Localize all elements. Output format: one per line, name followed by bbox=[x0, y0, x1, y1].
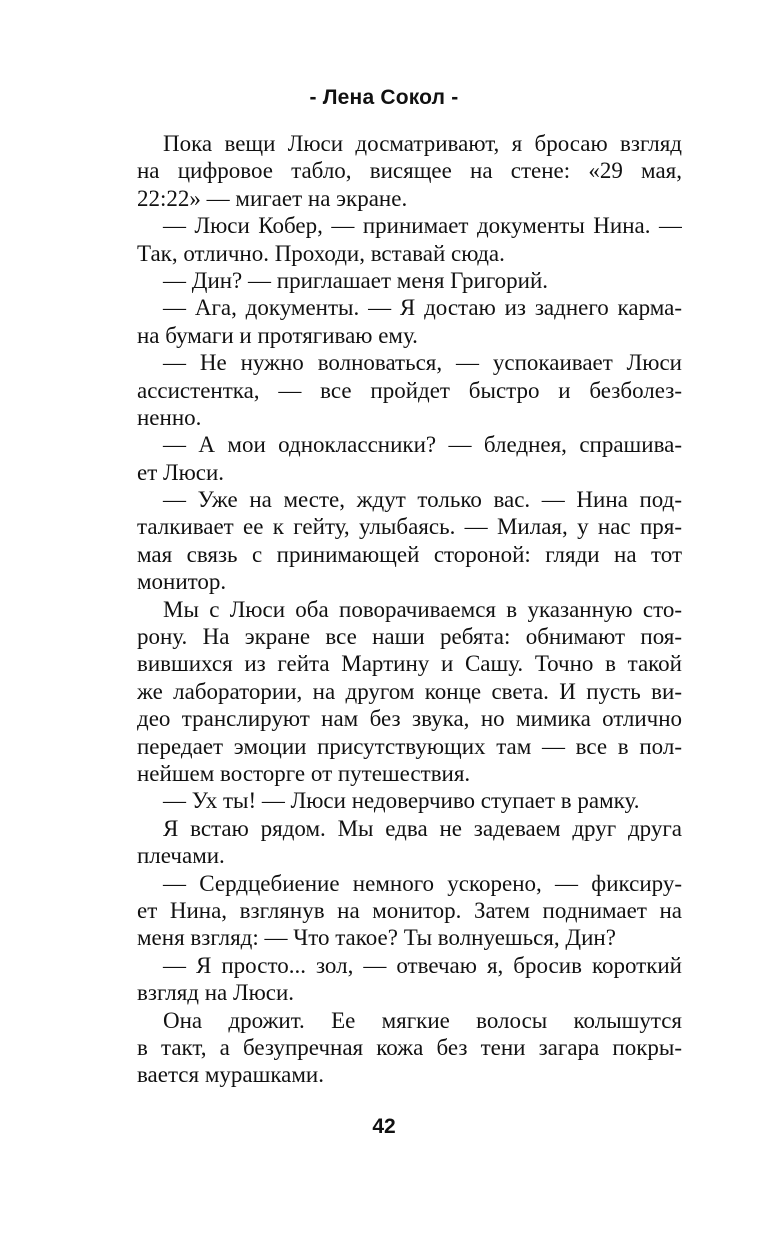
text-line: део транслируют нам без звука, но мимика отлично bbox=[137, 706, 682, 732]
text-line: взгляд на Люси. bbox=[137, 980, 295, 1006]
text-line: рону. На экране все наши ребята: обнимают поя- bbox=[137, 624, 682, 650]
body-text bbox=[137, 130, 682, 1089]
text-line: — Сердцебиение немного ускорено, — фиксиру- bbox=[163, 870, 682, 896]
page-number: 42 bbox=[372, 1115, 396, 1138]
text-line: Она дрожит. Ее мягкие волосы колышутся bbox=[163, 1007, 682, 1033]
text-line: — Дин? — приглашает меня Григорий. bbox=[163, 267, 549, 293]
text-line: передает эмоции присутствующих там — все в пол- bbox=[137, 733, 682, 759]
text-line: монитор. bbox=[137, 569, 227, 595]
text-line: ет Нина, взглянув на монитор. Затем поднимает на bbox=[137, 897, 682, 923]
text-line: 22:22» — мигает на экране. bbox=[137, 185, 408, 211]
text-line: талкивает ее к гейту, улыбаясь. — Милая, у нас пря- bbox=[137, 514, 682, 540]
text-line: вившихся из гейта Мартину и Сашу. Точно в такой bbox=[137, 651, 682, 677]
text-line: Я встаю рядом. Мы едва не задеваем друг друга bbox=[163, 815, 682, 841]
text-line: меня взгляд: — Что такое? Ты волнуешься, Дин? bbox=[137, 925, 616, 951]
text-line: — Я просто... зол, — отвечаю я, бросив короткий bbox=[163, 952, 682, 978]
text-line: Пока вещи Люси досматривают, я бросаю взгляд bbox=[163, 131, 682, 156]
text-line: — Уже на месте, ждут только вас. — Нина под- bbox=[163, 487, 682, 513]
text-line: Так, отлично. Проходи, вставай сюда. bbox=[137, 240, 505, 266]
text-line: ненно. bbox=[137, 404, 202, 430]
text-line: ассистентка, — все пройдет быстро и безболез- bbox=[137, 377, 682, 403]
text-line: — Ага, документы. — Я достаю из заднего карма- bbox=[163, 295, 682, 321]
text-line: вается мурашками. bbox=[137, 1062, 324, 1088]
text-line: же лаборатории, на другом конце света. И пусть ви- bbox=[137, 678, 682, 704]
text-line: в такт, а безупречная кожа без тени загара покры- bbox=[137, 1034, 682, 1060]
text-line: — Люси Кобер, — принимает документы Нина. — bbox=[163, 213, 682, 239]
text-line: мая связь с принимающей стороной: гляди на тот bbox=[137, 541, 682, 567]
text-line: на цифровое табло, висящее на стене: «29 мая, bbox=[137, 158, 682, 184]
text-line: ет Люси. bbox=[137, 459, 225, 485]
running-head-author: - Лена Сокол - bbox=[309, 86, 459, 109]
text-line: нейшем восторге от путешествия. bbox=[137, 760, 471, 786]
text-line: плечами. bbox=[137, 843, 225, 869]
text-line: — Не нужно волноваться, — успокаивает Люси bbox=[163, 350, 682, 376]
text-line: — Ух ты! — Люси недоверчиво ступает в рамку. bbox=[163, 788, 640, 814]
text-line: на бумаги и протягиваю ему. bbox=[137, 322, 418, 348]
text-line: Мы с Люси оба поворачиваемся в указанную сто- bbox=[163, 596, 682, 622]
text-line: — А мои одноклассники? — бледнея, спрашива- bbox=[163, 432, 682, 458]
